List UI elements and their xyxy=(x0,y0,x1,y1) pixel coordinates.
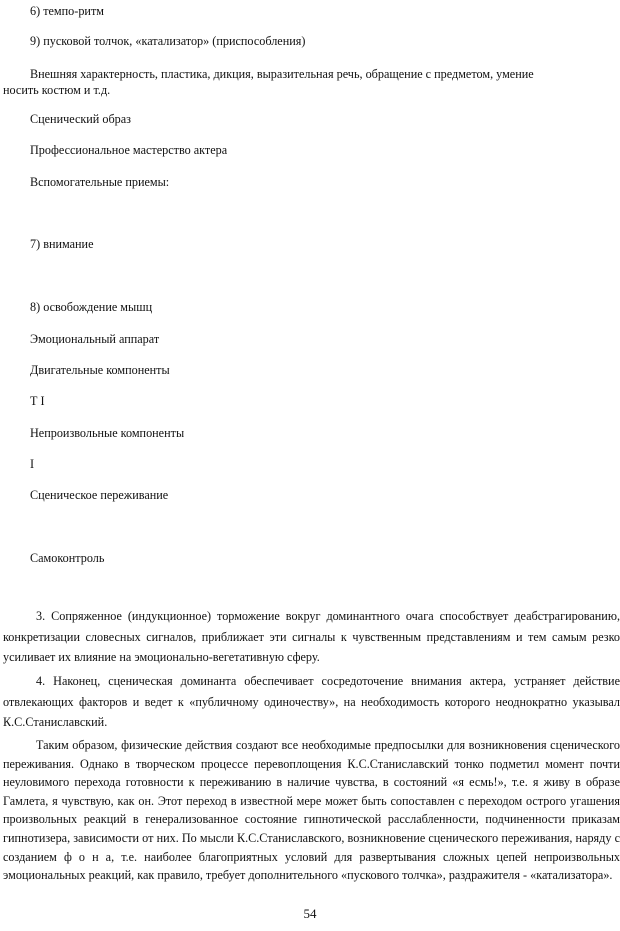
label-t-i: Т I xyxy=(30,394,45,408)
page-number: 54 xyxy=(303,906,317,921)
paragraph-4: 4. Наконец, сценическая доминанта обеспечивает сосредоточение внимания актера, устраняет действие отвлекающих факторов и ведет к «публичному одиночеству», на необходимость которого неоднократно указывал К.С.Станиславский. xyxy=(3,674,620,729)
label-auxiliary-techniques: Вспомогательные приемы: xyxy=(30,175,170,189)
label-stage-experience: Сценическое переживание xyxy=(30,488,169,502)
list-item-trigger-push: 9) пусковой толчок, «катализатор» (приспособления) xyxy=(30,34,306,48)
paragraph-conclusion: Таким образом, физические действия создают все необходимые предпосылки для возникновения сценического переживания. Однако в творческом процессе перевоплощения К.С.Станиславский тонко подметил момент почти неуловимого перехода готовности к переживанию в наличие чувства, в состояний «я есмь!», т.е. я живу в образе Гамлета, я чувствую, как он. Этот переход в известной мере может быть сопоставлен с переходом острого угашения произвольных реакций в генерализованное состояние гипнотической расслабленности, подчиненности приказам гипнотизера, зависимости от них. По мысли К.С.Станиславского, возникновение сценического переживания, наряду с созданием ф о н а, т.е. наиболее благоприятных условий для развертывания сложных цепей непроизвольных эмоциональных реакций, как правило, требует дополнительного «пускового толчка», раздражителя - «катализатора». xyxy=(3,738,620,883)
list-item-attention: 7) внимание xyxy=(30,237,94,251)
text-external-characteristics: Внешняя характерность, пластика, дикция, выразительная речь, обращение с предметом, умение xyxy=(30,67,534,81)
list-item-muscle-release: 8) освобождение мышц xyxy=(30,300,153,314)
label-stage-image: Сценический образ xyxy=(30,112,131,126)
label-emotional-apparatus: Эмоциональный аппарат xyxy=(30,332,160,346)
text-external-characteristics-cont: носить костюм и т.д. xyxy=(3,83,111,97)
label-self-control: Самоконтроль xyxy=(30,551,105,565)
label-involuntary-components: Непроизвольные компоненты xyxy=(30,426,185,440)
paragraph-3: 3. Сопряженное (индукционное) торможение вокруг доминантного очага способствует деабстрагированию, конкретизации словесных сигналов, приближает эти сигналы к чувственным представлениям и тем самым резко усиливает их влияние на эмоционально-вегетативную сферу. xyxy=(3,609,620,664)
list-item-tempo-rhythm: 6) темпо-ритм xyxy=(30,4,104,18)
label-i: I xyxy=(30,457,35,471)
label-motor-components: Двигательные компоненты xyxy=(30,363,170,377)
label-professional-mastery: Профессиональное мастерство актера xyxy=(30,143,228,157)
